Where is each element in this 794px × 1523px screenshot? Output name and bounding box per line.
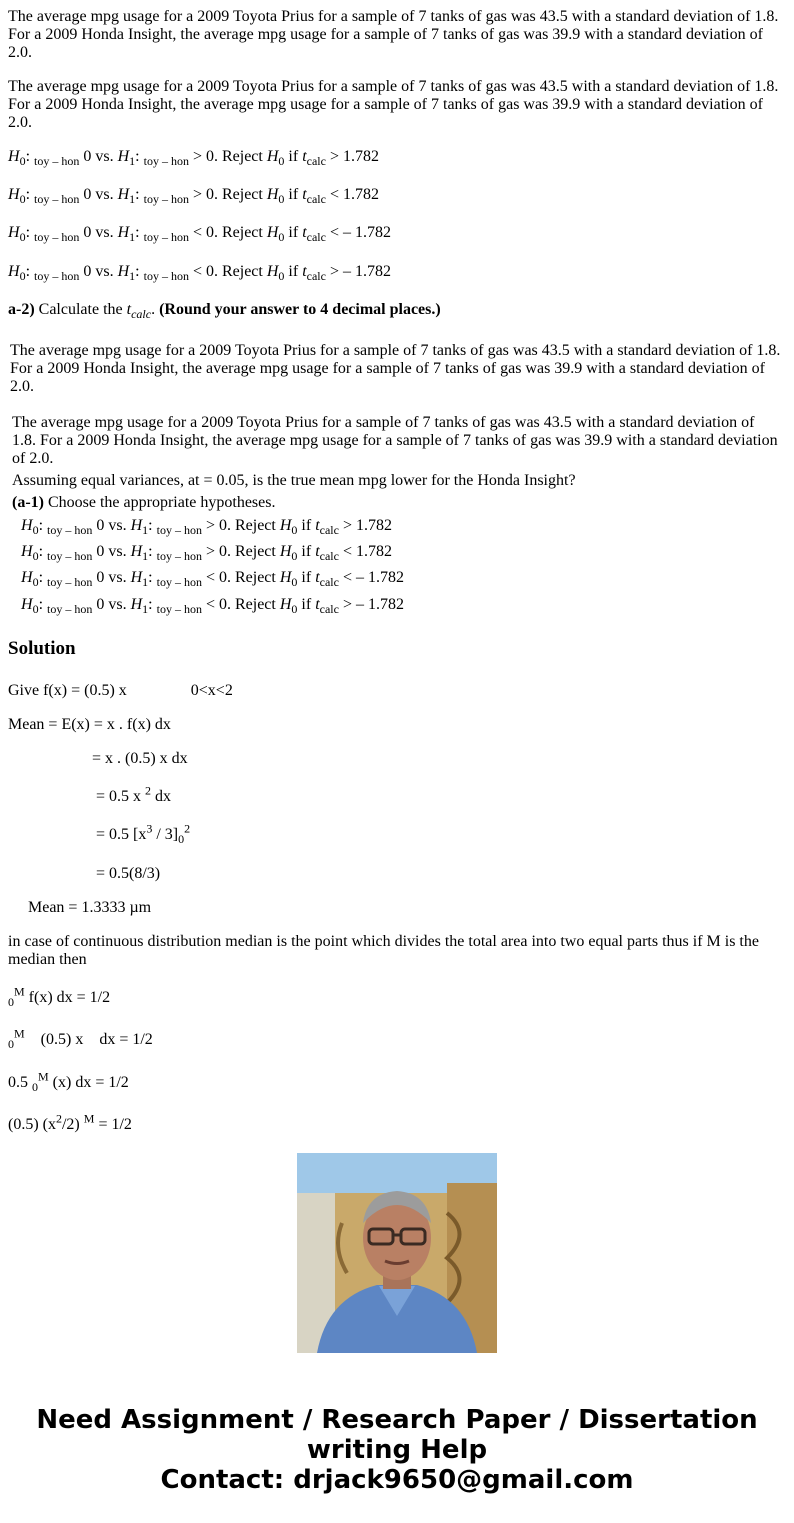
footer-line: writing Help — [306, 1435, 488, 1465]
intro-paragraph-repeat: The average mpg usage for a 2009 Toyota Prius for a sample of 7 tanks of gas was 43.5 with a standard deviation of 1.8. For a 2009 Honda Insight, the average mpg usage for a sample of 7 tanks of gas was 39.9 with a standard deviation of 2.0. — [8, 78, 779, 131]
solution-given: Give f(x) = (0.5) x 0<x<2 — [8, 682, 233, 699]
solution-heading: Solution — [8, 638, 76, 659]
hypothesis-option: $H_0$: $_{toy - hon}$ 0 vs. $H_1$: $_{toy - hon}$ > 0. Reject $H_0$ if $t_{calc} > 1.782$ — [8, 148, 379, 169]
hypothesis-option: $H_0$: $_{toy - hon}$ 0 vs. $H_1$: $_{toy - hon}$ < 0. Reject $H_0$ if $t_{calc}$ < – 1.782 — [8, 224, 391, 245]
question-text: Assuming equal variances, at = 0.05, is the true mean mpg lower for the Honda Insight? — [12, 472, 576, 489]
solution-step: = x . (0.5) x dx — [92, 750, 188, 767]
hypothesis-choice[interactable]: $H_0$: $_{toy - hon}$ 0 vs. $H_1$: $_{toy - hon}$ > 0. Reject $H_0$ if $t_{calc} < 1.782$ — [21, 543, 392, 564]
solution-median-step: 0.5 $_0^M$ (x) dx = 1/2 — [8, 1069, 129, 1095]
solution-step: = 0.5 $[x^3 / 3]_0^2$ — [96, 821, 191, 847]
hypothesis-choice[interactable]: $H_0$: $_{toy - hon}$ 0 vs. $H_1$: $_{toy - hon}$ < 0. Reject $H_0$ if $t_{calc}$ > – 1.782 — [21, 596, 404, 617]
hypothesis-choice[interactable]: $H_0$: $_{toy - hon}$ 0 vs. $H_1$: $_{toy - hon}$ > 0. Reject $H_0$ if $t_{calc} > 1.782$ — [21, 517, 392, 538]
solution-mean-result: Mean = 1.3333 µm — [28, 899, 152, 916]
intro-paragraph-repeat: The average mpg usage for a 2009 Toyota Prius for a sample of 7 tanks of gas was 43.5 with a standard deviation of 1.8. For a 2009 Honda Insight, the average mpg usage for a sample of 7 tanks of gas was 39.9 with a standard deviation of 2.0. — [10, 342, 781, 395]
content-cutoff — [0, 1105, 794, 1133]
footer-banner — [0, 1405, 794, 1495]
tutor-avatar — [297, 1153, 497, 1353]
solution-median-step: $_0^M$ (0.5) x dx = 1/2 — [8, 1026, 153, 1052]
intro-paragraph-repeat: The average mpg usage for a 2009 Toyota Prius for a sample of 7 tanks of gas was 43.5 with a standard deviation of 1.8. For a 2009 Honda Insight, the average mpg usage for a sample of 7 tanks of gas was 39.9 with a standard deviation of 2.0. — [12, 414, 778, 467]
hypothesis-option: $H_0$: $_{toy - hon}$ 0 vs. $H_1$: $_{toy - hon}$ > 0. Reject $H_0$ if $t_{calc} < 1.782$ — [8, 186, 379, 207]
hypothesis-option: $H_0$: $_{toy - hon}$ 0 vs. $H_1$: $_{toy - hon}$ < 0. Reject $H_0$ if $t_{calc}$ > – 1.782 — [8, 263, 391, 284]
question-a2: a-2) Calculate the $t_{calc}$. (Round your answer to 4 decimal places.) — [8, 301, 441, 322]
solution-step: = 0.5(8/3) — [96, 865, 161, 882]
solution-step: = 0.5 x $^2$ dx — [96, 783, 172, 805]
intro-paragraph: The average mpg usage for a 2009 Toyota Prius for a sample of 7 tanks of gas was 43.5 with a standard deviation of 1.8. For a 2009 Honda Insight, the average mpg usage for a sample of 7 tanks of gas was 39.9 with a standard deviation of 2.0. — [8, 8, 779, 61]
solution-median-text: in case of continuous distribution median is the point which divides the total area into two equal parts thus if M is the median then — [8, 933, 759, 968]
solution-median-step: (0.5) $(x^2/2) ^M = 1/2$ — [8, 1111, 132, 1133]
footer-contact[interactable]: Contact: drjack9650@gmail.com — [160, 1465, 634, 1495]
question-a1: (a-1) Choose the appropriate hypotheses. — [12, 494, 276, 511]
solution-median-step: $_0^M$ f(x) dx = 1/2 — [8, 984, 111, 1010]
tutor-portrait-image — [297, 1153, 497, 1353]
footer-line: Need Assignment / Research Paper / Dissertation — [36, 1405, 758, 1435]
solution-mean-def: Mean = E(x) = x . f(x) dx — [8, 716, 171, 733]
hypothesis-choice[interactable]: $H_0$: $_{toy - hon}$ 0 vs. $H_1$: $_{toy - hon}$ < 0. Reject $H_0$ if $t_{calc}$ < – 1.782 — [21, 569, 404, 590]
